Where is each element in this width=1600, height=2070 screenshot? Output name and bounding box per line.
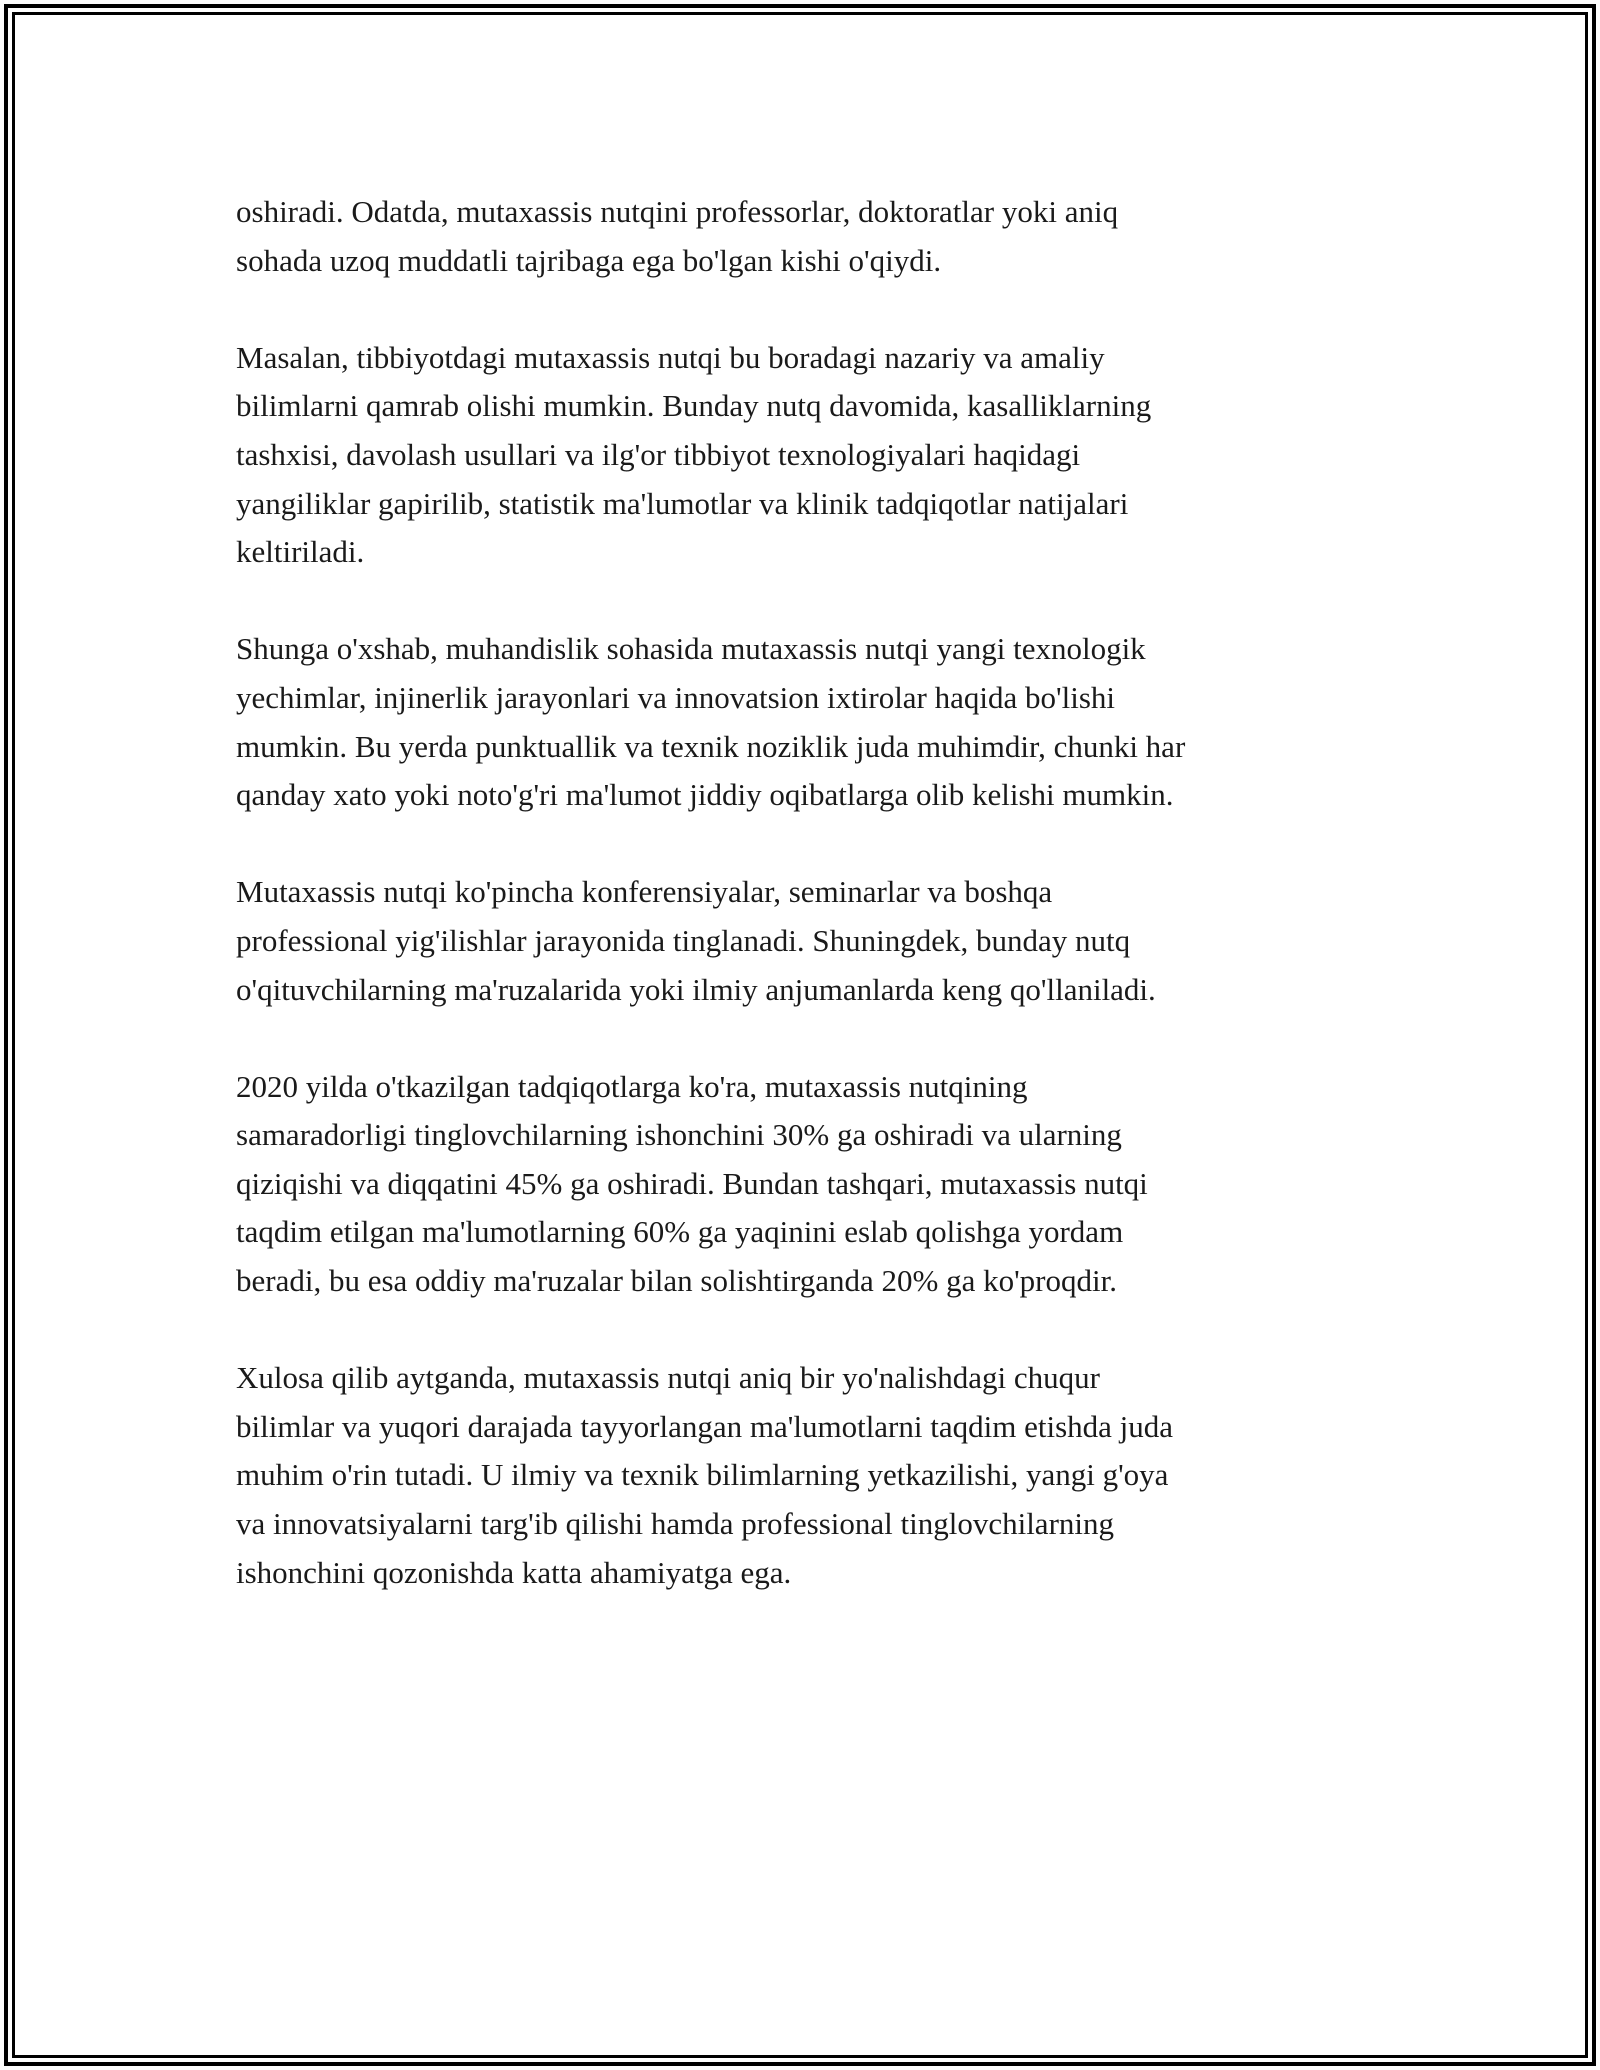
document-body [236,188,1376,1597]
paragraph-line: Shunga o'xshab, muhandislik sohasida mutaxassis nutqi yangi texnologik [236,631,1146,667]
paragraph-line: ishonchini qozonishda katta ahamiyatga ega. [236,1554,792,1590]
paragraph-line: o'qituvchilarning ma'ruzalarida yoki ilmiy anjumanlarda keng qo'llaniladi. [236,971,1156,1007]
paragraph-line: taqdim etilgan ma'lumotlarning 60% ga yaqinini eslab qolishga yordam [236,1214,1124,1250]
paragraph-line: Masalan, tibbiyotdagi mutaxassis nutqi bu boradagi nazariy va amaliy [236,339,1105,375]
paragraph-line: yangiliklar gapirilib, statistik ma'lumotlar va klinik tadqiqotlar natijalari [236,485,1129,521]
paragraph-line: qiziqishi va diqqatini 45% ga oshiradi. Bundan tashqari, mutaxassis nutqi [236,1165,1148,1201]
paragraph-line: qanday xato yoki noto'g'ri ma'lumot jiddiy oqibatlarga olib kelishi mumkin. [236,777,1174,813]
paragraph-line: va innovatsiyalarni targ'ib qilishi hamda professional tinglovchilarning [236,1506,1115,1542]
paragraph-line: bilimlar va yuqori darajada tayyorlangan ma'lumotlarni taqdim etishda juda [236,1408,1174,1444]
paragraph-line: mumkin. Bu yerda punktuallik va texnik noziklik juda muhimdir, chunki har [236,728,1186,764]
paragraph-line: yechimlar, injinerlik jarayonlari va innovatsion ixtirolar haqida bo'lishi [236,679,1116,715]
paragraph-line: tashxisi, davolash usullari va ilg'or tibbiyot texnologiyalari haqidagi [236,436,1081,472]
paragraph-line: samaradorligi tinglovchilarning ishonchini 30% ga oshiradi va ularning [236,1117,1122,1153]
paragraph-1 [236,188,1376,285]
paragraph-line: beradi, bu esa oddiy ma'ruzalar bilan solishtirganda 20% ga ko'proqdir. [236,1263,1117,1299]
paragraph-line: Mutaxassis nutqi ko'pincha konferensiyalar, seminarlar va boshqa [236,874,1053,910]
paragraph-3 [236,625,1376,819]
paragraph-line: sohada uzoq muddatli tajribaga ega bo'lgan kishi o'qiydi. [236,242,942,278]
paragraph-4 [236,868,1376,1014]
paragraph-line: oshiradi. Odatda, mutaxassis nutqini professorlar, doktoratlar yoki aniq [236,194,1119,229]
paragraph-line: muhim o'rin tutadi. U ilmiy va texnik bilimlarning yetkazilishi, yangi g'oya [236,1457,1169,1493]
paragraph-line: 2020 yilda o'tkazilgan tadqiqotlarga ko'ra, mutaxassis nutqining [236,1068,1028,1104]
paragraph-6 [236,1354,1376,1597]
paragraph-5 [236,1063,1376,1306]
paragraph-line: professional yig'ilishlar jarayonida tinglanadi. Shuningdek, bunday nutq [236,922,1131,958]
paragraph-line: keltiriladi. [236,534,365,570]
paragraph-line: Xulosa qilib aytganda, mutaxassis nutqi aniq bir yo'nalishdagi chuqur [236,1360,1100,1396]
paragraph-line: bilimlarni qamrab olishi mumkin. Bunday nutq davomida, kasalliklarning [236,388,1152,424]
paragraph-2 [236,334,1376,577]
